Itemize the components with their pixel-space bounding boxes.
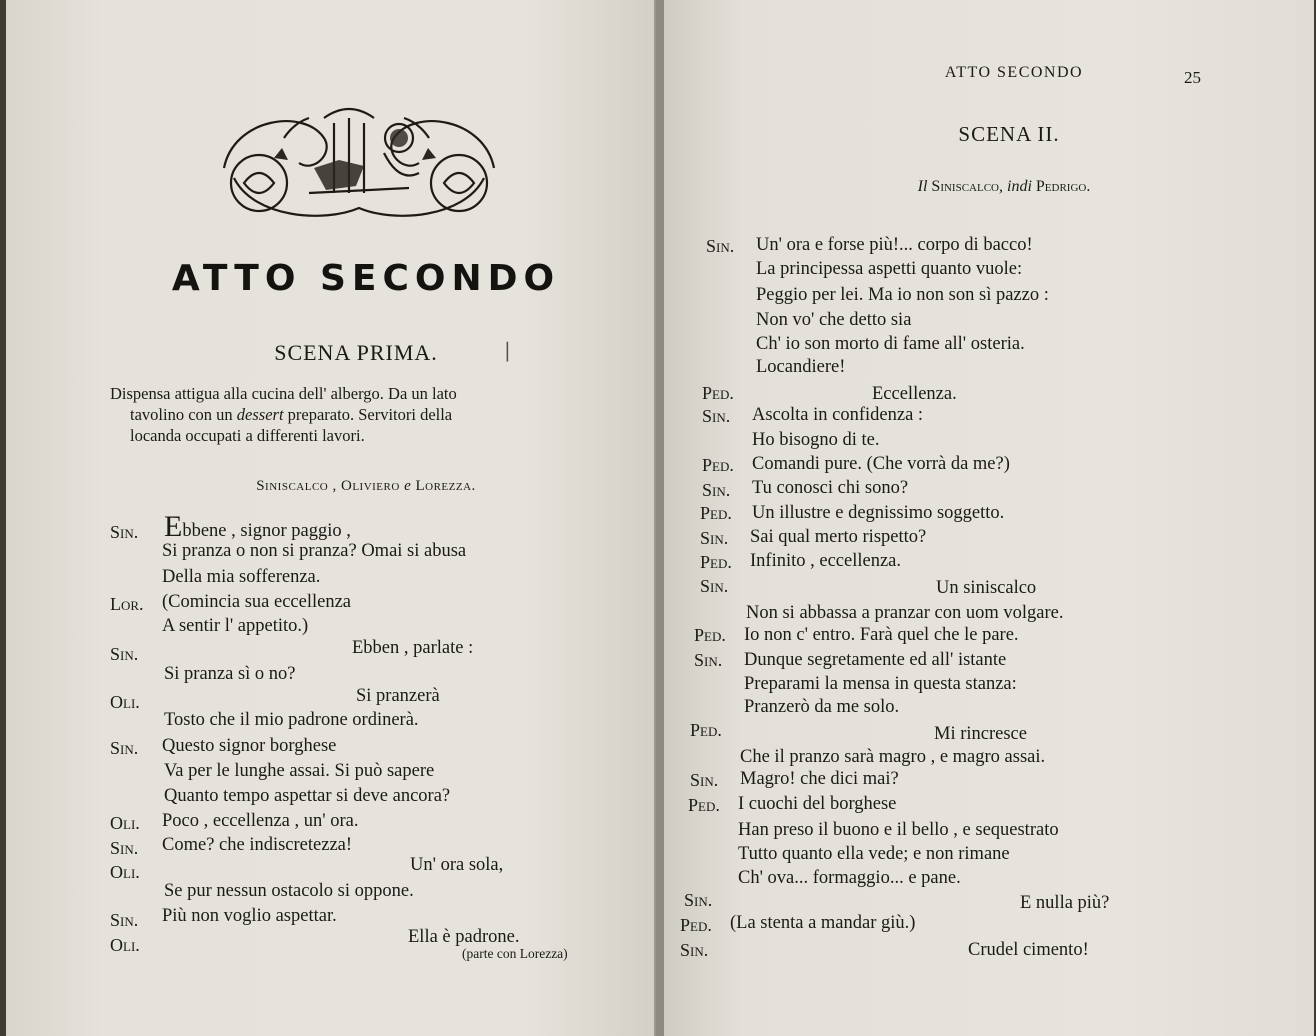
running-head: ATTO SECONDO <box>944 64 1084 81</box>
character-name: Lorezza. <box>415 478 476 494</box>
speaker-label: Sin. <box>702 406 731 426</box>
speaker-label: Sin. <box>702 480 731 500</box>
right-page <box>664 0 1314 1036</box>
act-title: ATTO SECONDO <box>171 258 561 299</box>
character-name: Siniscalco <box>256 478 329 494</box>
speaker-label: Sin. <box>694 650 723 670</box>
dialogue-line: Non si abbassa a pranzar con uom volgare. <box>746 603 1064 623</box>
dialogue-line: (Comincia sua eccellenza <box>162 592 352 612</box>
speaker-label: Ped. <box>690 720 722 740</box>
dialogue-line: Come? che indiscretezza! <box>162 835 353 855</box>
dialogue-line: Della mia sofferenza. <box>162 567 321 587</box>
dialogue-line: La principessa aspetti quanto vuole: <box>756 259 1023 279</box>
speaker-label: Sin. <box>110 644 139 664</box>
speaker-label: Ped. <box>702 383 734 403</box>
margin-mark: | <box>504 338 511 362</box>
speaker-label: Ped. <box>702 455 734 475</box>
page-number: 25 <box>1184 68 1201 87</box>
dialogue-line: Dunque segretamente ed all' istante <box>744 650 1007 670</box>
dialogue-line: Io non c' entro. Farà quel che le pare. <box>744 625 1019 645</box>
speaker-label: Sin. <box>684 890 713 910</box>
dialogue-line: Tu conosci chi sono? <box>752 478 909 498</box>
speaker-label: Sin. <box>110 910 139 930</box>
speaker-label: Oli. <box>110 813 140 833</box>
dialogue-line: Poco , eccellenza , un' ora. <box>162 811 359 831</box>
speaker-label: Sin. <box>110 522 139 542</box>
speaker-label: Sin. <box>110 838 139 858</box>
dialogue-line: Han preso il buono e il bello , e sequestrato <box>738 820 1059 840</box>
dialogue-line <box>164 510 351 543</box>
stage-direction-line <box>110 404 622 425</box>
stage-direction-line: Dispensa attigua alla cucina dell' albergo. Da un lato <box>110 384 457 403</box>
dialogue-line: Sai qual merto rispetto? <box>750 527 927 547</box>
dialogue-line: Va per le lunghe assai. Si può sapere <box>164 761 435 781</box>
scene-title: SCENA PRIMA. <box>274 340 438 365</box>
dialogue-line: Non vo' che detto sia <box>756 310 912 330</box>
exit-note: (parte con Lorezza) <box>462 946 568 961</box>
dialogue-line: Ebben , parlate : <box>352 638 474 658</box>
speaker-label: Sin. <box>700 576 729 596</box>
dialogue-line: A sentir l' appetito.) <box>162 616 309 636</box>
stage-direction-text: preparato. Servitori della <box>283 405 453 424</box>
dialogue-line: Eccellenza. <box>872 384 957 404</box>
speaker-label: Ped. <box>694 625 726 645</box>
character-conjunction: e <box>399 478 416 494</box>
dialogue-line: I cuochi del borghese <box>738 794 897 814</box>
speaker-label: Sin. <box>700 528 729 548</box>
stage-direction-text: tavolino con un <box>130 405 237 424</box>
ornament-vignette-icon <box>214 98 504 228</box>
characters-list <box>166 478 566 495</box>
speaker-label: Ped. <box>680 915 712 935</box>
dialogue-line: Se pur nessun ostacolo si oppone. <box>164 881 414 901</box>
left-page <box>6 0 656 1036</box>
dialogue-text: bbene , signor paggio , <box>182 521 351 541</box>
speaker-label: Sin. <box>706 236 735 256</box>
dialogue-line: Magro! che dici mai? <box>740 769 899 789</box>
dialogue-line: Infinito , eccellenza. <box>750 551 901 571</box>
dialogue-line: (La stenta a mandar giù.) <box>730 913 916 933</box>
dialogue-line: Tosto che il mio padrone ordinerà. <box>164 710 419 730</box>
stage-direction-italic: dessert <box>236 405 284 424</box>
dialogue-line: Ella è padrone. <box>408 927 520 947</box>
dialogue-line: Si pranza sì o no? <box>164 664 296 684</box>
dialogue-line: Ascolta in confidenza : <box>752 405 924 425</box>
character-text: Il <box>917 178 932 195</box>
speaker-label: Ped. <box>700 552 732 572</box>
speaker-label: Ped. <box>688 795 720 815</box>
dialogue-line: Un' ora e forse più!... corpo di bacco! <box>756 235 1033 255</box>
dialogue-line: Ch' io son morto di fame all' osteria. <box>756 334 1025 354</box>
speaker-label: Oli. <box>110 862 140 882</box>
character-name: Oliviero <box>340 478 400 494</box>
dialogue-line: Ho bisogno di te. <box>752 430 880 450</box>
dialogue-line: Un siniscalco <box>936 578 1037 598</box>
dialogue-line: Comandi pure. (Che vorrà da me?) <box>752 454 1010 474</box>
dialogue-line: Quanto tempo aspettar si deve ancora? <box>164 786 451 806</box>
dialogue-line: Più non voglio aspettar. <box>162 906 337 926</box>
dialogue-line: Mi rincresce <box>934 724 1027 744</box>
dialogue-line: Questo signor borghese <box>162 736 337 756</box>
speaker-label: Ped. <box>700 503 732 523</box>
speaker-label: Lor. <box>110 594 144 614</box>
character-name: Pedrigo. <box>1035 178 1091 195</box>
book-gutter <box>656 0 664 1036</box>
dialogue-line: Che il pranzo sarà magro , e magro assai. <box>740 747 1046 767</box>
character-text: , indi <box>999 178 1036 195</box>
dialogue-line: Crudel cimento! <box>968 940 1089 960</box>
scene-title: SCENA II. <box>958 122 1060 146</box>
speaker-label: Sin. <box>680 940 709 960</box>
speaker-label: Sin. <box>690 770 719 790</box>
speaker-label: Sin. <box>110 738 139 758</box>
stage-direction-line: locanda occupati a differenti lavori. <box>130 426 365 445</box>
dialogue-line: Peggio per lei. Ma io non son sì pazzo : <box>756 285 1049 305</box>
dialogue-line: Si pranza o non si pranza? Omai si abusa <box>162 541 467 561</box>
stage-direction <box>110 383 622 446</box>
dialogue-line: Tutto quanto ella vede; e non rimane <box>738 844 1010 864</box>
character-name: Siniscalco <box>931 178 999 195</box>
dialogue-line: Pranzerò da me solo. <box>744 697 900 717</box>
dialogue-line: E nulla più? <box>1020 893 1110 913</box>
dialogue-line: Un' ora sola, <box>410 855 504 875</box>
dialogue-line: Un illustre e degnissimo soggetto. <box>752 503 1005 523</box>
speaker-label: Oli. <box>110 935 140 955</box>
character-separator: , <box>328 478 341 494</box>
dialogue-line: Preparami la mensa in questa stanza: <box>744 674 1017 694</box>
dialogue-line: Ch' ova... formaggio... e pane. <box>738 868 961 888</box>
speaker-label: Oli. <box>110 692 140 712</box>
drop-cap: E <box>164 510 183 543</box>
characters-list <box>794 178 1214 196</box>
dialogue-line: Si pranzerà <box>356 686 440 706</box>
dialogue-line: Locandiere! <box>756 357 846 377</box>
